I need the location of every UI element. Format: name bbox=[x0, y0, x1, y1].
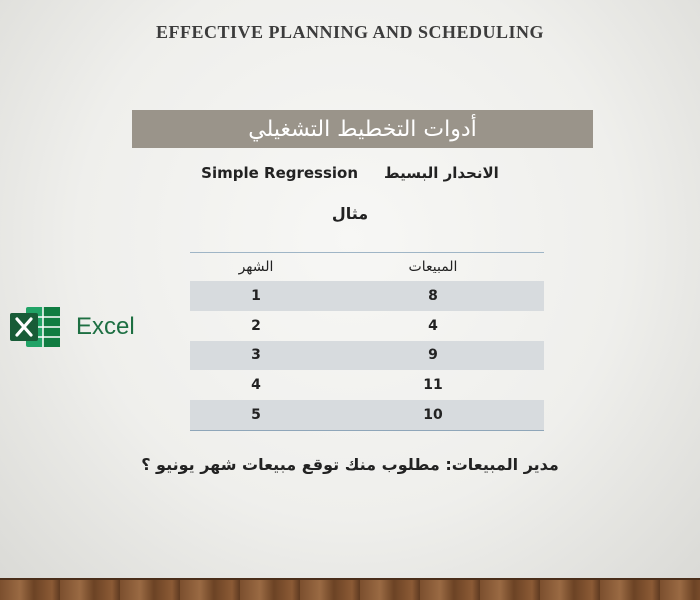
table-row bbox=[190, 400, 544, 430]
cell-month: 2 bbox=[251, 317, 261, 334]
cell-sales: 4 bbox=[428, 317, 438, 334]
cell-sales: 10 bbox=[322, 400, 544, 430]
cell-month: 3 bbox=[190, 341, 322, 371]
excel-logo[interactable] bbox=[10, 303, 135, 351]
subtitle bbox=[0, 164, 700, 182]
excel-icon bbox=[10, 303, 62, 351]
cell-month: 4 bbox=[251, 377, 261, 394]
cell-sales: 9 bbox=[322, 341, 544, 371]
table-header-row bbox=[190, 253, 544, 282]
cell-sales: 8 bbox=[322, 281, 544, 311]
table-row bbox=[190, 281, 544, 311]
slide-title-banner bbox=[132, 110, 593, 148]
excel-label: Excel bbox=[76, 313, 135, 340]
subtitle-english: Simple Regression bbox=[201, 164, 359, 182]
example-label: مثال bbox=[331, 204, 369, 223]
cell-sales: 11 bbox=[423, 377, 443, 394]
table-row bbox=[190, 341, 544, 371]
forecast-question: مدير المبيعات: مطلوب منك توقع مبيعات شهر يونيو ؟ bbox=[141, 455, 559, 474]
wood-floor-decoration bbox=[0, 578, 700, 600]
deck-title: EFFECTIVE PLANNING AND SCHEDULING bbox=[155, 22, 545, 42]
header-month: الشهر bbox=[190, 253, 322, 282]
cell-month: 1 bbox=[190, 281, 322, 311]
table-row bbox=[190, 370, 544, 400]
sales-table bbox=[190, 252, 544, 431]
subtitle-arabic: الانحدار البسيط bbox=[384, 164, 499, 182]
slide-title: أدوات التخطيط التشغيلي bbox=[248, 116, 477, 142]
header-sales: المبيعات bbox=[322, 253, 544, 282]
table-row bbox=[190, 311, 544, 341]
cell-month: 5 bbox=[190, 400, 322, 430]
